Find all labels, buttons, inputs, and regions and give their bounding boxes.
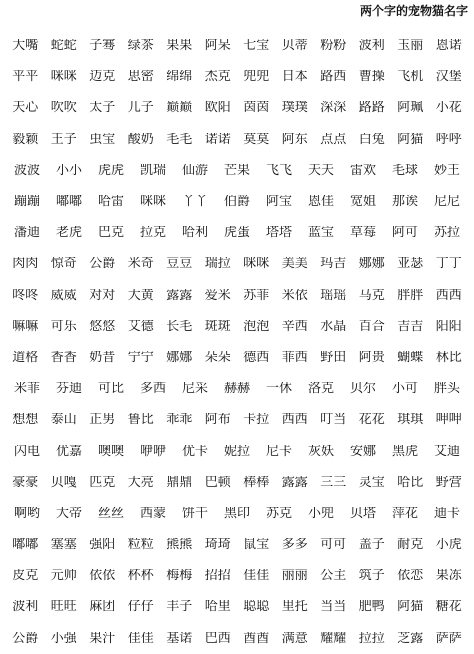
name-cell: 阿布 xyxy=(204,413,231,427)
name-cell: 奶昔 xyxy=(89,350,116,364)
name-cell: 蓝宝 xyxy=(307,226,334,240)
name-cell: 米菲 xyxy=(13,382,40,396)
name-cell: 兜兜 xyxy=(243,70,270,84)
name-cell: 优嘉 xyxy=(55,444,82,458)
name-cell: 辛西 xyxy=(281,319,308,333)
name-cell: 阿呆 xyxy=(204,39,231,53)
name-cell: 贝塔 xyxy=(349,506,376,520)
name-row xyxy=(6,467,468,498)
name-cell: 路西 xyxy=(320,70,347,84)
name-cell: 花花 xyxy=(358,413,385,427)
name-cell: 拉拉 xyxy=(358,631,385,645)
name-cell: 依依 xyxy=(89,569,116,583)
name-row xyxy=(6,591,468,622)
name-cell: 虎蛋 xyxy=(223,226,250,240)
name-cell: 巅巅 xyxy=(166,101,193,115)
name-cell: 水晶 xyxy=(320,319,347,333)
name-cell: 杯杯 xyxy=(127,569,154,583)
name-cell: 仔仔 xyxy=(127,600,154,614)
name-row xyxy=(6,529,468,560)
name-cell: 飞飞 xyxy=(265,163,292,177)
name-cell: 璞璞 xyxy=(281,101,308,115)
name-cell: 林比 xyxy=(435,350,462,364)
name-cell: 百合 xyxy=(358,319,385,333)
name-cell: 佳佳 xyxy=(127,631,154,645)
name-cell: 太子 xyxy=(89,101,116,115)
name-cell: 子骞 xyxy=(89,39,116,53)
name-cell: 迈克 xyxy=(89,70,116,84)
name-cell: 元帅 xyxy=(50,569,77,583)
name-cell: 米奇 xyxy=(127,257,154,271)
name-cell: 梅梅 xyxy=(166,569,193,583)
name-cell: 阿宝 xyxy=(265,195,292,209)
name-row xyxy=(6,311,468,342)
name-row xyxy=(6,30,468,61)
name-cell: 大亮 xyxy=(127,475,154,489)
name-cell: 汉堡 xyxy=(435,70,462,84)
name-cell: 悠悠 xyxy=(89,319,116,333)
name-cell: 阿贵 xyxy=(358,350,385,364)
name-cell: 道格 xyxy=(12,350,39,364)
name-cell: 露露 xyxy=(166,288,193,302)
name-row xyxy=(6,186,468,217)
name-cell: 西西 xyxy=(435,288,462,302)
name-cell: 粒粒 xyxy=(127,538,154,552)
name-cell: 爱米 xyxy=(204,288,231,302)
name-cell: 瑞拉 xyxy=(204,257,231,271)
name-cell: 洛克 xyxy=(307,382,334,396)
name-cell: 泰山 xyxy=(50,413,77,427)
name-cell: 塔塔 xyxy=(265,226,292,240)
name-cell: 小可 xyxy=(391,382,418,396)
name-cell: 芬迪 xyxy=(55,382,82,396)
name-cell: 巴西 xyxy=(204,631,231,645)
name-cell: 蹦蹦 xyxy=(13,195,40,209)
name-row xyxy=(6,435,468,466)
name-cell: 棒棒 xyxy=(243,475,270,489)
name-row xyxy=(6,560,468,591)
name-row xyxy=(6,155,468,186)
name-cell: 嘛嘛 xyxy=(12,319,39,333)
name-cell: 里托 xyxy=(281,600,308,614)
name-cell: 波波 xyxy=(13,163,40,177)
name-cell: 阿可 xyxy=(391,226,418,240)
name-cell: 草莓 xyxy=(349,226,376,240)
name-cell: 糖花 xyxy=(435,600,462,614)
name-cell: 阳阳 xyxy=(435,319,462,333)
name-cell: 胖头 xyxy=(433,382,460,396)
name-cell: 可乐 xyxy=(50,319,77,333)
name-cell: 琪琪 xyxy=(397,413,424,427)
name-cell: 诺诺 xyxy=(204,132,231,146)
name-cell: 迪卡 xyxy=(433,506,460,520)
name-cell: 咚咚 xyxy=(12,288,39,302)
name-cell: 丰子 xyxy=(166,600,193,614)
name-cell: 芝露 xyxy=(397,631,424,645)
name-cell: 熊熊 xyxy=(166,538,193,552)
name-cell: 天心 xyxy=(12,101,39,115)
name-cell: 咪咪 xyxy=(243,257,270,271)
name-cell: 哈比 xyxy=(397,475,424,489)
name-cell: 嘟嘟 xyxy=(12,538,39,552)
name-cell: 美美 xyxy=(281,257,308,271)
name-cell: 曹操 xyxy=(358,70,385,84)
name-cell: 咪咪 xyxy=(50,70,77,84)
name-cell: 公主 xyxy=(320,569,347,583)
name-cell: 酸奶 xyxy=(127,132,154,146)
name-cell: 思密 xyxy=(127,70,154,84)
name-cell: 丝丝 xyxy=(97,506,124,520)
name-cell: 萍花 xyxy=(391,506,418,520)
name-cell: 苏拉 xyxy=(433,226,460,240)
name-cell: 妮拉 xyxy=(223,444,250,458)
name-cell: 尼卡 xyxy=(265,444,292,458)
name-cell: 绵绵 xyxy=(166,70,193,84)
name-cell: 德西 xyxy=(243,350,270,364)
name-cell: 盖子 xyxy=(358,538,385,552)
name-cell: 深深 xyxy=(320,101,347,115)
name-cell: 一休 xyxy=(265,382,292,396)
name-cell: 巴顿 xyxy=(204,475,231,489)
name-cell: 玛吉 xyxy=(320,257,347,271)
name-cell: 多西 xyxy=(139,382,166,396)
name-cell: 朵朵 xyxy=(204,350,231,364)
name-cell: 卡拉 xyxy=(243,413,270,427)
name-cell: 粉粉 xyxy=(320,39,347,53)
name-row xyxy=(6,498,468,529)
name-cell: 虫宝 xyxy=(89,132,116,146)
page-title: 两个字的宠物猫名字 xyxy=(359,4,468,18)
name-cell: 野田 xyxy=(320,350,347,364)
name-cell: 肥鸭 xyxy=(358,600,385,614)
name-cell: 丽丽 xyxy=(281,569,308,583)
name-cell: 鼠宝 xyxy=(243,538,270,552)
name-cell: 赫赫 xyxy=(223,382,250,396)
name-cell: 小虎 xyxy=(435,538,462,552)
name-cell: 艾德 xyxy=(127,319,154,333)
name-cell: 黑虎 xyxy=(391,444,418,458)
name-cell: 波利 xyxy=(358,39,385,53)
name-cell: 平平 xyxy=(12,70,39,84)
name-cell: 呼呼 xyxy=(435,132,462,146)
name-cell: 旺旺 xyxy=(50,600,77,614)
name-cell: 瑶瑶 xyxy=(320,288,347,302)
name-cell: 小兜 xyxy=(307,506,334,520)
name-cell: 饼干 xyxy=(181,506,208,520)
name-cell: 麻团 xyxy=(89,600,116,614)
name-cell: 耀耀 xyxy=(320,631,347,645)
name-cell: 三三 xyxy=(320,475,347,489)
name-cell: 匹克 xyxy=(89,475,116,489)
name-cell: 依恋 xyxy=(397,569,424,583)
name-cell: 虎虎 xyxy=(97,163,124,177)
name-cell: 阿猫 xyxy=(397,132,424,146)
name-cell: 芒果 xyxy=(223,163,250,177)
name-cell: 威威 xyxy=(50,288,77,302)
name-cell: 苏克 xyxy=(265,506,292,520)
name-cell: 贝蒂 xyxy=(281,39,308,53)
name-cell: 丁丁 xyxy=(435,257,462,271)
name-cell: 王子 xyxy=(50,132,77,146)
name-cell: 咿咿 xyxy=(139,444,166,458)
name-row xyxy=(6,623,468,654)
name-cell: 可比 xyxy=(97,382,124,396)
name-cell: 尼尼 xyxy=(433,195,460,209)
name-cell: 筑子 xyxy=(358,569,385,583)
name-cell: 基诺 xyxy=(166,631,193,645)
name-cell: 闪电 xyxy=(13,444,40,458)
name-cell: 强阳 xyxy=(89,538,116,552)
name-cell: 仙游 xyxy=(181,163,208,177)
name-cell: 公爵 xyxy=(12,631,39,645)
name-cell: 咪咪 xyxy=(139,195,166,209)
name-cell: 正男 xyxy=(89,413,116,427)
name-cell: 果果 xyxy=(166,39,193,53)
name-cell: 艾迪 xyxy=(433,444,460,458)
name-cell: 路路 xyxy=(358,101,385,115)
name-cell: 多多 xyxy=(281,538,308,552)
name-row xyxy=(6,124,468,155)
name-cell: 果冻 xyxy=(435,569,462,583)
name-cell: 耐克 xyxy=(397,538,424,552)
name-cell: 可可 xyxy=(320,538,347,552)
name-cell: 佳佳 xyxy=(243,569,270,583)
name-cell: 嘟嘟 xyxy=(55,195,82,209)
name-cell: 老虎 xyxy=(55,226,82,240)
name-cell: 儿子 xyxy=(127,101,154,115)
name-cell: 对对 xyxy=(89,288,116,302)
name-cell: 吉吉 xyxy=(397,319,424,333)
name-row xyxy=(6,248,468,279)
name-cell: 大嘴 xyxy=(12,39,39,53)
name-cell: 宽姐 xyxy=(349,195,376,209)
name-cell: 马克 xyxy=(358,288,385,302)
name-cell: 香香 xyxy=(50,350,77,364)
name-cell: 飞机 xyxy=(397,70,424,84)
name-cell: 茵茵 xyxy=(243,101,270,115)
name-cell: 皮克 xyxy=(12,569,39,583)
name-cell: 肉肉 xyxy=(12,257,39,271)
name-cell: 尼采 xyxy=(181,382,208,396)
name-cell: 小强 xyxy=(50,631,77,645)
name-row xyxy=(6,61,468,92)
name-cell: 满意 xyxy=(281,631,308,645)
name-cell: 哈雷 xyxy=(97,195,124,209)
name-cell: 阿珮 xyxy=(397,101,424,115)
name-cell: 妙王 xyxy=(433,163,460,177)
name-cell: 噢噢 xyxy=(97,444,124,458)
name-cell: 阿东 xyxy=(281,132,308,146)
name-cell: 安娜 xyxy=(349,444,376,458)
name-cell: 贝尔 xyxy=(349,382,376,396)
name-cell: 七宝 xyxy=(243,39,270,53)
name-cell: 毅颖 xyxy=(12,132,39,146)
name-cell: 杰克 xyxy=(204,70,231,84)
name-cell: 那诶 xyxy=(391,195,418,209)
name-cell: 当当 xyxy=(320,600,347,614)
name-cell: 大黄 xyxy=(127,288,154,302)
name-cell: 哈里 xyxy=(204,600,231,614)
name-cell: 野营 xyxy=(435,475,462,489)
name-cell: 露露 xyxy=(281,475,308,489)
name-cell: 招招 xyxy=(204,569,231,583)
name-row xyxy=(6,342,468,373)
name-cell: 菲西 xyxy=(281,350,308,364)
name-cell: 恩佳 xyxy=(307,195,334,209)
name-cell: 豪豪 xyxy=(12,475,39,489)
name-cell: 亚瑟 xyxy=(397,257,424,271)
name-cell: 胖胖 xyxy=(397,288,424,302)
name-cell: 哈利 xyxy=(181,226,208,240)
name-cell: 啊哟 xyxy=(13,506,40,520)
name-cell: 天天 xyxy=(307,163,334,177)
name-cell: 叮当 xyxy=(320,413,347,427)
name-cell: 黑印 xyxy=(223,506,250,520)
name-cell: 聪聪 xyxy=(243,600,270,614)
name-cell: 毛毛 xyxy=(166,132,193,146)
name-cell: 乖乖 xyxy=(166,413,193,427)
name-cell: 酋酋 xyxy=(243,631,270,645)
name-cell: 伯爵 xyxy=(223,195,250,209)
name-cell: 西蒙 xyxy=(139,506,166,520)
name-cell: 贝嘎 xyxy=(50,475,77,489)
name-row xyxy=(6,280,468,311)
name-cell: 绿茶 xyxy=(127,39,154,53)
name-cell: 阿猫 xyxy=(397,600,424,614)
name-cell: 欧阳 xyxy=(204,101,231,115)
name-cell: 小花 xyxy=(435,101,462,115)
name-cell: 惊奇 xyxy=(50,257,77,271)
name-cell: 丫丫 xyxy=(181,195,208,209)
name-cell: 鼎鼎 xyxy=(166,475,193,489)
name-cell: 拉克 xyxy=(139,226,166,240)
name-cell: 恩诺 xyxy=(435,39,462,53)
name-cell: 呷呷 xyxy=(435,413,462,427)
name-cell: 米依 xyxy=(281,288,308,302)
name-cell: 娜娜 xyxy=(358,257,385,271)
name-cell: 公爵 xyxy=(89,257,116,271)
name-cell: 西西 xyxy=(281,413,308,427)
name-cell: 蝴蝶 xyxy=(397,350,424,364)
name-cell: 想想 xyxy=(12,413,39,427)
name-cell: 塞塞 xyxy=(50,538,77,552)
name-cell: 潘迪 xyxy=(13,226,40,240)
name-cell: 娜娜 xyxy=(166,350,193,364)
name-cell: 点点 xyxy=(320,132,347,146)
name-cell: 泡泡 xyxy=(243,319,270,333)
name-cell: 凯瑞 xyxy=(139,163,166,177)
name-cell: 大帝 xyxy=(55,506,82,520)
name-cell: 苏菲 xyxy=(243,288,270,302)
name-cell: 波利 xyxy=(12,600,39,614)
name-cell: 宁宁 xyxy=(127,350,154,364)
name-cell: 灰妖 xyxy=(307,444,334,458)
name-cell: 小小 xyxy=(55,163,82,177)
name-cell: 雷欢 xyxy=(349,163,376,177)
name-cell: 玉丽 xyxy=(397,39,424,53)
name-cell: 吹吹 xyxy=(50,101,77,115)
name-row xyxy=(6,373,468,404)
name-cell: 斑斑 xyxy=(204,319,231,333)
name-cell: 鲁比 xyxy=(127,413,154,427)
name-cell: 莫莫 xyxy=(243,132,270,146)
name-cell: 萨萨 xyxy=(435,631,462,645)
name-row xyxy=(6,92,468,123)
name-cell: 灵宝 xyxy=(358,475,385,489)
name-cell: 日本 xyxy=(281,70,308,84)
name-cell: 巴克 xyxy=(97,226,124,240)
name-cell: 琦琦 xyxy=(204,538,231,552)
name-row xyxy=(6,217,468,248)
name-cell: 豆豆 xyxy=(166,257,193,271)
name-cell: 蛇蛇 xyxy=(50,39,77,53)
name-cell: 长毛 xyxy=(166,319,193,333)
name-cell: 果汁 xyxy=(89,631,116,645)
name-cell: 优卡 xyxy=(181,444,208,458)
name-cell: 白兔 xyxy=(358,132,385,146)
name-grid xyxy=(6,30,468,654)
name-row xyxy=(6,404,468,435)
name-cell: 毛球 xyxy=(391,163,418,177)
